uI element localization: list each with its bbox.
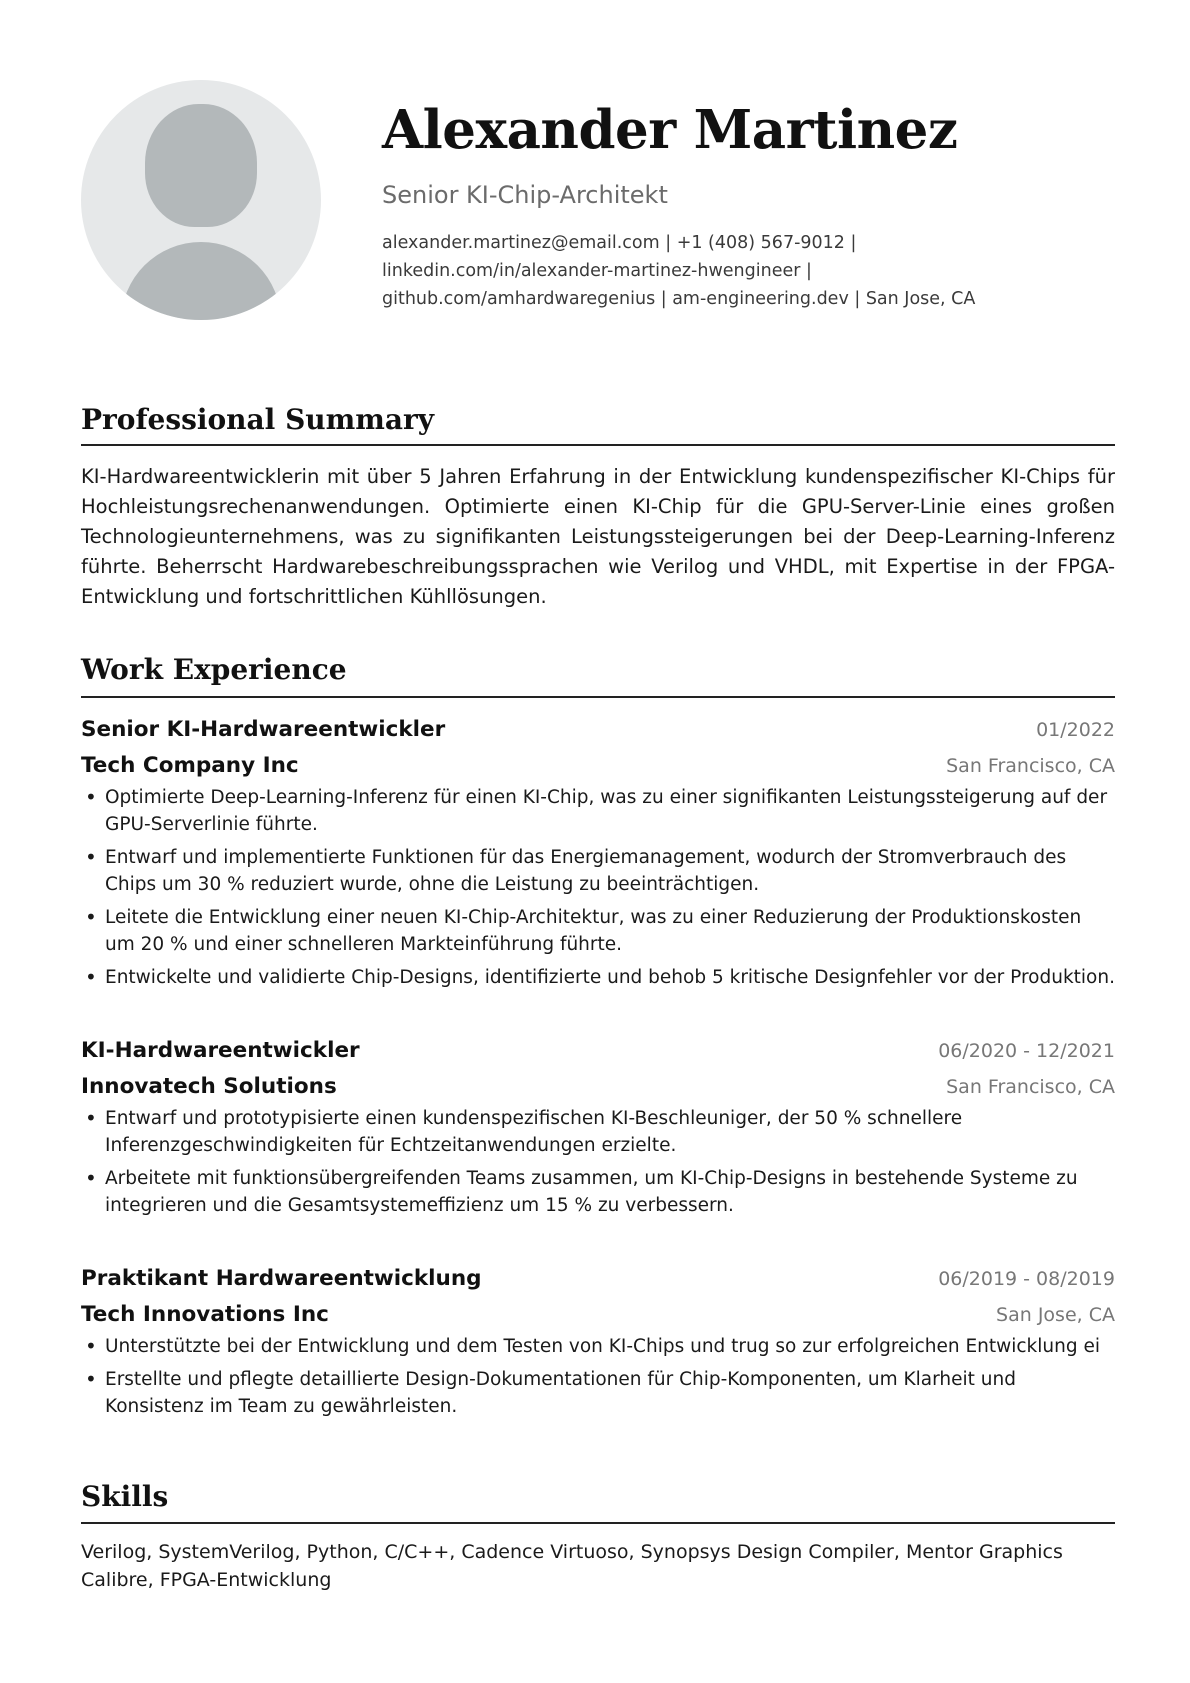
company-name: Tech Innovations Inc	[81, 1302, 329, 1327]
skills-divider	[81, 1522, 1115, 1524]
job-header-row	[81, 1033, 1115, 1069]
job-company-row	[81, 1069, 1115, 1105]
job-date: 06/2019 - 08/2019	[938, 1268, 1115, 1290]
company-name: Innovatech Solutions	[81, 1074, 337, 1099]
summary-divider	[81, 444, 1115, 446]
job-title: KI-Hardwareentwickler	[81, 1038, 360, 1063]
company-name: Tech Company Inc	[81, 753, 299, 778]
experience-divider	[81, 696, 1115, 698]
avatar-head-shape	[145, 104, 257, 227]
candidate-title: Senior KI-Chip-Architekt	[382, 181, 668, 209]
job-title: Senior KI-Hardwareentwickler	[81, 717, 446, 742]
candidate-name: Alexander Martinez	[382, 99, 958, 161]
job-bullets	[81, 1105, 1115, 1219]
job-bullet: • Erstellte und pflegte detaillierte Design-Dokumentationen für Chip-Komponenten, um Klarheit und Konsistenz im Team zu gewährleisten.	[81, 1366, 1115, 1420]
skills-list: Verilog, SystemVerilog, Python, C/C++, Cadence Virtuoso, Synopsys Design Compiler, Mentor Graphics Calibre, FPGA-Entwicklung	[81, 1541, 1063, 1591]
job-title: Praktikant Hardwareentwicklung	[81, 1266, 482, 1291]
job-bullet: • Unterstützte bei der Entwicklung und dem Testen von KI-Chips und trug so zur erfolgreichen Entwicklung ei	[81, 1333, 1115, 1360]
job-bullet: • Entwarf und implementierte Funktionen für das Energiemanagement, wodurch der Stromverbrauch des Chips um 30 % reduziert wurde, ohne die Leistung zu beeinträchtigen.	[81, 844, 1115, 898]
job-location: San Francisco, CA	[946, 755, 1115, 777]
job-company-row	[81, 748, 1115, 784]
job-entry	[81, 712, 1115, 997]
summary-heading: Professional Summary	[81, 403, 435, 436]
job-header-row	[81, 1261, 1115, 1297]
experience-heading: Work Experience	[81, 653, 347, 686]
contact-info: alexander.martinez@email.com | +1 (408) 567-9012 | linkedin.com/in/alexander-martinez-hwengineer | github.com/amhardwaregenius | am-engineering.dev | San Jose, CA	[382, 233, 976, 309]
job-bullet: • Entwickelte und validierte Chip-Designs, identifizierte und behob 5 kritische Designfehler vor der Produktion.	[81, 964, 1115, 991]
job-bullet: • Entwarf und prototypisierte einen kundenspezifischen KI-Beschleuniger, der 50 % schnellere Inferenzgeschwindigkeiten für Echtzeitanwendungen erzielte.	[81, 1105, 1115, 1159]
job-header-row	[81, 712, 1115, 748]
job-bullets	[81, 784, 1115, 991]
job-entry	[81, 1033, 1115, 1225]
job-bullet: • Optimierte Deep-Learning-Inferenz für einen KI-Chip, was zu einer signifikanten Leistungssteigerung auf der GPU-Serverlinie führte.	[81, 784, 1115, 838]
job-date: 06/2020 - 12/2021	[938, 1040, 1115, 1062]
job-bullets	[81, 1333, 1115, 1420]
job-company-row	[81, 1297, 1115, 1333]
avatar-placeholder-icon	[81, 80, 321, 320]
job-entry	[81, 1261, 1115, 1426]
skills-heading: Skills	[81, 1480, 169, 1513]
job-location: San Francisco, CA	[946, 1076, 1115, 1098]
summary-text: KI-Hardwareentwicklerin mit über 5 Jahren Erfahrung in der Entwicklung kundenspezifischer KI-Chips für Hochleistungsrechenanwendungen. Optimierte einen KI-Chip für die GPU-Server-Linie eines großen Technologieunternehmens, was zu signifikanten Leistungssteigerungen bei der Deep-Learning-Inferenz führte. Beherrscht Hardwarebeschreibungssprachen wie Verilog und VHDL, mit Expertise in der FPGA-Entwicklung und fortschrittlichen Kühllösungen.	[81, 465, 1115, 608]
job-bullet: • Leitete die Entwicklung einer neuen KI-Chip-Architektur, was zu einer Reduzierung der Produktionskosten um 20 % und einer schnelleren Markteinführung führte.	[81, 904, 1115, 958]
job-location: San Jose, CA	[996, 1304, 1115, 1326]
job-bullet: • Arbeitete mit funktionsübergreifenden Teams zusammen, um KI-Chip-Designs in bestehende Systeme zu integrieren und die Gesamtsystemeffizienz um 15 % zu verbessern.	[81, 1165, 1115, 1219]
avatar-body-shape	[121, 242, 281, 320]
job-date: 01/2022	[1036, 719, 1115, 741]
